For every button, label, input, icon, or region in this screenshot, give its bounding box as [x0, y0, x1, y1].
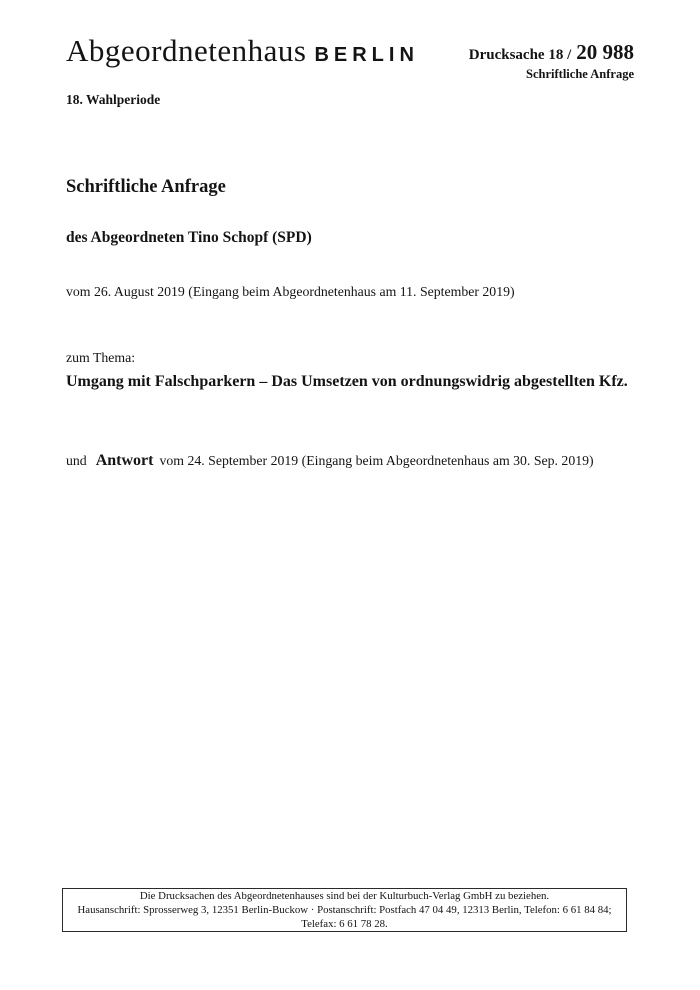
author-line: des Abgeordneten Tino Schopf (SPD) [66, 229, 312, 246]
topic-label: zum Thema: [66, 350, 136, 365]
answer-rest: vom 24. September 2019 (Eingang beim Abgeordnetenhaus am 30. Sep. 2019) [159, 453, 594, 468]
answer-prefix: und [66, 453, 87, 468]
publisher-info-line1: Die Drucksachen des Abgeordnetenhauses sind bei der Kulturbuch-Verlag GmbH zu beziehen. [139, 890, 550, 902]
submission-date-line: vom 26. August 2019 (Eingang beim Abgeordnetenhaus am 11. September 2019) [66, 284, 515, 299]
publisher-info-box [62, 888, 627, 932]
drucksache-header [469, 40, 634, 82]
logo-institution-name: Abgeordnetenhaus [66, 33, 307, 68]
answer-keyword: Antwort [95, 452, 154, 469]
wahlperiode-label: 18. Wahlperiode [66, 92, 161, 107]
abgeordnetenhaus-berlin-logo [66, 33, 419, 69]
drucksache-number-line [469, 40, 634, 65]
topic-title: Umgang mit Falschparkern – Das Umsetzen von ordnungswidrig abgestellten Kfz. [66, 373, 628, 390]
logo-city-name: BERLIN [314, 44, 419, 66]
publisher-info-line2: Hausanschrift: Sprosserweg 3, 12351 Berlin-Buckow · Postanschrift: Postfach 47 04 49, 12313 Berlin, Telefon: 6 61 84 84; Telefax: 6 61 78 28. [77, 904, 612, 930]
answer-date-line [66, 452, 594, 470]
drucksache-prefix: Drucksache 18 / [468, 47, 572, 63]
document-title: Schriftliche Anfrage [66, 177, 226, 197]
drucksache-number: 20 988 [576, 40, 634, 64]
document-type-label: Schriftliche Anfrage [526, 67, 634, 81]
